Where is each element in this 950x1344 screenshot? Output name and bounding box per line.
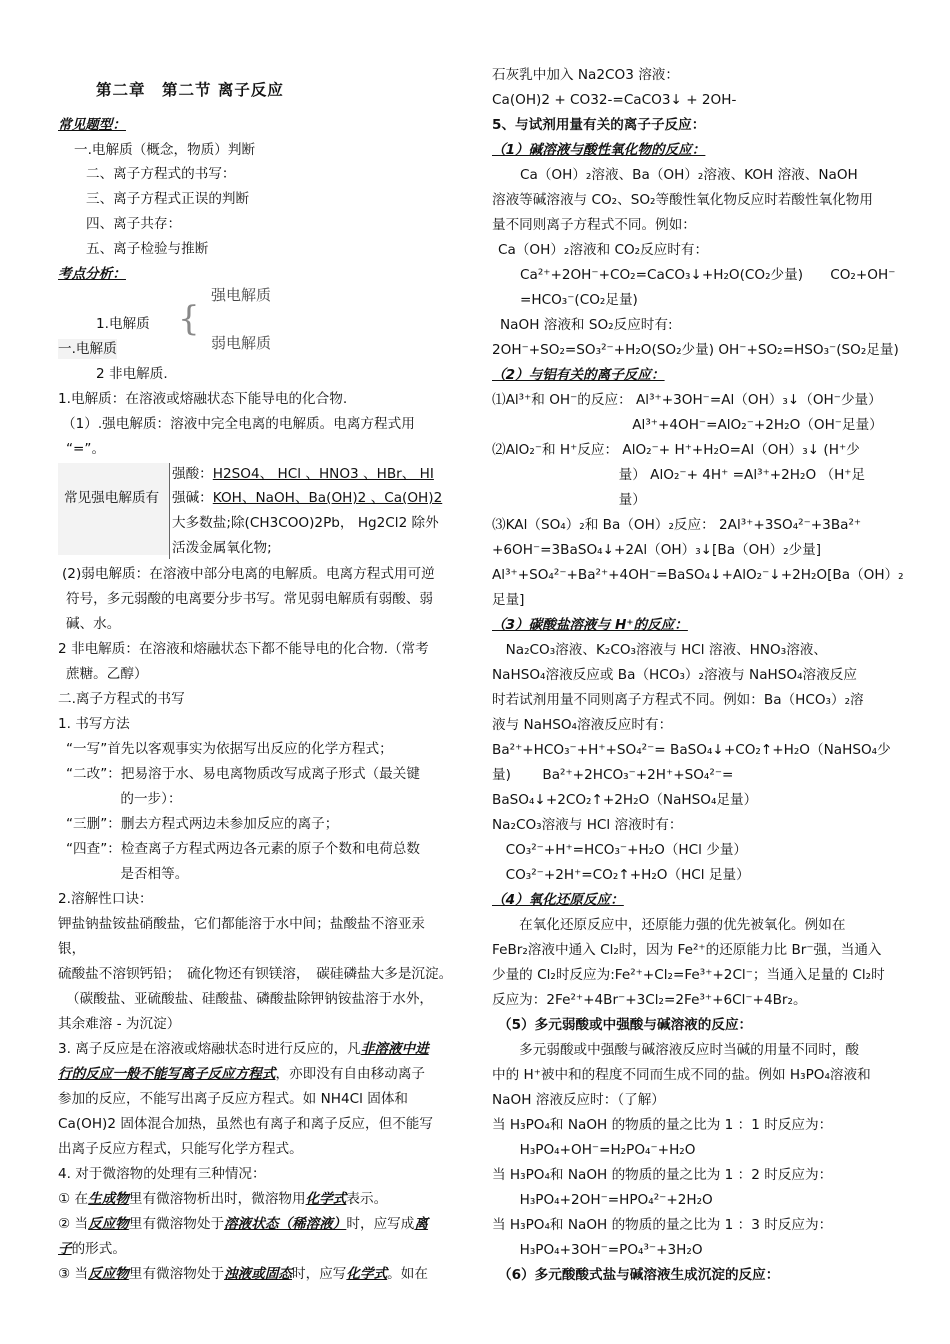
text-line: 少量的 Cl₂时反应为:Fe²⁺+Cl₂=Fe³⁺+2Cl⁻；当通入足量的 Cl₂时 (492, 967, 885, 983)
brace-icon: { (178, 299, 200, 339)
step-line: “三删”：删去方程式两边未参加反应的离子； (66, 816, 339, 832)
text-line: 当 H₃PO₄和 NaOH 的物质的量之比为 1 ：3 时反应为： (492, 1217, 833, 1233)
equation-line: CO₃²⁻+H⁺=HCO₃⁻+H₂O（HCl 少量） (492, 842, 748, 858)
equation-line: Al³⁺+4OH⁻=AlO₂⁻+2H₂O（OH⁻足量） (492, 417, 883, 433)
text-line: 量不同则离子方程式不同。例如： (492, 217, 696, 233)
section-2: 二.离子方程式的书写 (58, 691, 185, 707)
equation-line: BaSO₄↓+2CO₂↑+2H₂O（NaHSO₄足量） (492, 792, 758, 808)
step-line: “一写”首先以客观事实为依据写出反应的化学方程式； (66, 741, 393, 757)
subsection-6: （6）多元酸酸式盐与碱溶液生成沉淀的反应： (498, 1267, 780, 1283)
top-line: 石灰乳中加入 Na2CO3 溶液： (492, 67, 679, 83)
step-line: “二改”：把易溶于水、易电离物质改写成离子形式（最关键 (66, 766, 420, 782)
method-heading: 1. 书写方法 (58, 716, 130, 732)
equation-line: ⑶KAl（SO₄）₂和 Ba（OH）₂反应： 2Al³⁺+3SO₄²⁻+3Ba²⁺ (492, 517, 862, 533)
type-item: 四、离子共存： (86, 216, 182, 232)
text-line: 多元弱酸或中强酸与碱溶液反应时当碱的用量不同时，酸 (492, 1042, 860, 1058)
equation-line: 量) Ba²⁺+2HCO₃⁻+2H⁺+SO₄²⁻= (492, 767, 734, 783)
text-line: NaOH 溶液反应时：（了解） (492, 1092, 665, 1108)
def-electrolyte: 1.电解质：在溶液或熔融状态下能导电的化合物. (58, 391, 348, 407)
text-line: Ca（OH）₂溶液、Ba（OH）₂溶液、KOH 溶液、NaOH (520, 167, 858, 183)
weak-def: (2)弱电解质：在溶液中部分电离的电解质。电离方程式用可逆 (62, 566, 435, 582)
case-1: ① 在生成物里有微溶物析出时，微溶物用化学式表示。 (58, 1191, 388, 1207)
solubility-line: 其余难溶 - 为沉淀） (58, 1016, 181, 1032)
heading-5: 5、与试剂用量有关的离子子反应： (492, 117, 706, 133)
case-2: 子的形式。 (58, 1241, 126, 1257)
paragraph-4: 4. 对于微溶物的处理有三种情况： (58, 1166, 266, 1182)
text-line: 中的 H⁺被中和的程度不同而生成不同的盐。例如 H₃PO₄溶液和 (492, 1067, 871, 1083)
text-line: 时若试剂用量不同则离子方程式不同。例如：Ba（HCO₃）₂溶 (492, 692, 864, 708)
case-3: ③ 当反应物里有微溶物处于浊液或固态时，应写化学式。如在 (58, 1266, 428, 1282)
equation-line: +6OH⁻=3BaSO₄↓+2Al（OH）₃↓[Ba（OH）₂少量] (492, 542, 822, 558)
subsection-5: （5）多元弱酸或中强酸与碱溶液的反应： (498, 1017, 753, 1033)
equation-line: Al³⁺+SO₄²⁻+Ba²⁺+4OH⁻=BaSO₄↓+AlO₂⁻↓+2H₂O[Ba（OH）₂ (492, 567, 904, 583)
equation-line: H₃PO₄+3OH⁻=PO₄³⁻+3H₂O (506, 1242, 703, 1258)
step-line: “四查”：检查离子方程式两边各元素的原子个数和电荷总数 (66, 841, 420, 857)
nonelectrolyte-def: 蔗糖。乙醇） (66, 666, 148, 682)
paragraph-3: 行的反应一般不能写离子反应方程式，亦即没有自由移动离子 (58, 1066, 426, 1082)
diagram-item1: 1.电解质 (96, 316, 150, 332)
step-line: 是否相等。 (66, 866, 189, 882)
weak-def: 碱、水。 (66, 616, 121, 632)
case-2: ② 当反应物里有微溶物处于溶液状态（稀溶液）时，应写成离 (58, 1216, 428, 1232)
type-item: 二、离子方程式的书写： (86, 166, 236, 182)
page-title: 第二章 第二节 离子反应 (96, 81, 284, 99)
analysis-heading: 考点分析： (58, 266, 126, 282)
text-line: NaOH 溶液和 SO₂反应时有: (500, 317, 673, 333)
solubility-heading: 2.溶解性口诀： (58, 891, 153, 907)
paragraph-3: Ca(OH)2 固体混合加热，虽然也有离子和离子反应，但不能写 (58, 1116, 433, 1132)
text-line: 在氧化还原反应中，还原能力强的优先被氧化。例如在 (492, 917, 846, 933)
solubility-line: （碳酸盐、亚硫酸盐、硅酸盐、磷酸盐除钾钠铵盐溶于水外， (66, 991, 434, 1007)
text-line: Na₂CO₃溶液、K₂CO₃溶液与 HCl 溶液、HNO₃溶液、 (492, 642, 827, 658)
strong-row: 大多数盐;除(CH3COO)2Pb， Hg2Cl2 除外 (172, 515, 439, 531)
subsection-1: （1）碱溶液与酸性氧化物的反应： (492, 142, 706, 158)
strong-row: 强碱：KOH、NaOH、Ba(OH)2 、Ca(OH)2 (172, 490, 443, 506)
strong-def2: “=”。 (66, 441, 106, 457)
diagram-weak: 弱电解质 (211, 334, 272, 352)
strong-row: 活泼金属氧化物; (172, 540, 272, 556)
equation-line: ⑵AlO₂⁻和 H⁺反应： AlO₂⁻+ H⁺+H₂O=Al（OH）₃↓ (H⁺少 (492, 442, 860, 458)
text-line: 当 H₃PO₄和 NaOH 的物质的量之比为 1 ：1 时反应为： (492, 1117, 833, 1133)
equation-line: CO₃²⁻+2H⁺=CO₂↑+H₂O（HCl 足量） (492, 867, 750, 883)
equation-line: 量） (492, 492, 646, 508)
text-line: 液与 NaHSO₄溶液反应时有： (492, 717, 673, 733)
equation-line: 2OH⁻+SO₂=SO₃²⁻+H₂O(SO₂少量) OH⁻+SO₂=HSO₃⁻(SO₂足量) (492, 342, 899, 358)
strong-label: 常见强电解质有 (64, 490, 160, 506)
solubility-line: 银， (58, 941, 86, 957)
equation-line: H₃PO₄+OH⁻=H₂PO₄⁻+H₂O (506, 1142, 696, 1158)
paragraph-3: 出离子反应方程式，只能写化学方程式。 (58, 1141, 303, 1157)
equation-line: =HCO₃⁻(CO₂足量) (520, 292, 638, 308)
equation-line: ⑴Al³⁺和 OH⁻的反应： Al³⁺+3OH⁻=Al（OH）₃↓（OH⁻少量） (492, 392, 882, 408)
text-line: Ca（OH）₂溶液和 CO₂反应时有： (498, 242, 709, 258)
text-line: 溶液等碱溶液与 CO₂、SO₂等酸性氧化物反应时若酸性氧化物用 (492, 192, 873, 208)
equation-line: Ca²⁺+2OH⁻+CO₂=CaCO₃↓+H₂O(CO₂少量) CO₂+OH⁻ (520, 267, 896, 283)
type-item: 一.电解质（概念，物质）判断 (74, 142, 256, 158)
nonelectrolyte-def: 2 非电解质：在溶液和熔融状态下都不能导电的化合物.（常考 (58, 641, 429, 657)
type-item: 五、离子检验与推断 (86, 241, 209, 257)
equation-line: 量） AlO₂⁻+ 4H⁺ =Al³⁺+2H₂O （H⁺足 (492, 467, 866, 483)
text-line: FeBr₂溶液中通入 Cl₂时，因为 Fe²⁺的还原能力比 Br⁻强，当通入 (492, 942, 882, 958)
strong-def: （1）.强电解质：溶液中完全电离的电解质。电离方程式用 (62, 416, 415, 432)
diagram-root: 一.电解质 (58, 341, 117, 357)
table-divider (169, 463, 170, 559)
type-item: 三、离子方程式正误的判断 (86, 191, 250, 207)
subsection-3: （3）碳酸盐溶液与 H⁺的反应： (492, 617, 688, 633)
equation-line: H₃PO₄+2OH⁻=HPO₄²⁻+2H₂O (506, 1192, 713, 1208)
text-line: 当 H₃PO₄和 NaOH 的物质的量之比为 1 ：2 时反应为： (492, 1167, 833, 1183)
strong-label-box (58, 463, 170, 555)
diagram-item2: 2 非电解质. (96, 366, 168, 382)
weak-def: 符号，多元弱酸的电离要分步书写。常见弱电解质有弱酸、弱 (66, 591, 434, 607)
equation-line: Ba²⁺+HCO₃⁻+H⁺+SO₄²⁻= BaSO₄↓+CO₂↑+H₂O（NaHSO₄少 (492, 742, 891, 758)
text-line: NaHSO₄溶液反应或 Ba（HCO₃）₂溶液与 NaHSO₄溶液反应 (492, 667, 857, 683)
equation-line: 反应为：2Fe²⁺+4Br⁻+3Cl₂=2Fe³⁺+6Cl⁻+4Br₂。 (492, 992, 807, 1008)
solubility-line: 硫酸盐不溶钡钙铅； 硫化物还有钡镁溶， 碳硅磷盐大多是沉淀。 (58, 966, 453, 982)
top-line: Ca(OH)2 + CO32-=CaCO3↓ + 2OH- (492, 92, 737, 108)
subsection-4: （4）氧化还原反应： (492, 892, 624, 908)
text-line: Na₂CO₃溶液与 HCl 溶液时有： (492, 817, 683, 833)
diagram-strong: 强电解质 (211, 286, 272, 304)
paragraph-3: 参加的反应，不能写出离子反应方程式。如 NH4Cl 固体和 (58, 1091, 409, 1107)
solubility-line: 钾盐钠盐铵盐硝酸盐，它们都能溶于水中间；盐酸盐不溶亚汞 (58, 916, 426, 932)
equation-line: 足量] (492, 592, 525, 608)
strong-row: 强酸：H2SO4、 HCl 、HNO3 、HBr、 HI (172, 466, 434, 482)
common-types-heading: 常见题型： (58, 117, 126, 133)
paragraph-3: 3. 离子反应是在溶液或熔融状态时进行反应的，凡非溶液中进 (58, 1041, 429, 1057)
subsection-2: （2）与铝有关的离子反应： (492, 367, 665, 383)
step-line: 的一步）： (66, 791, 182, 807)
